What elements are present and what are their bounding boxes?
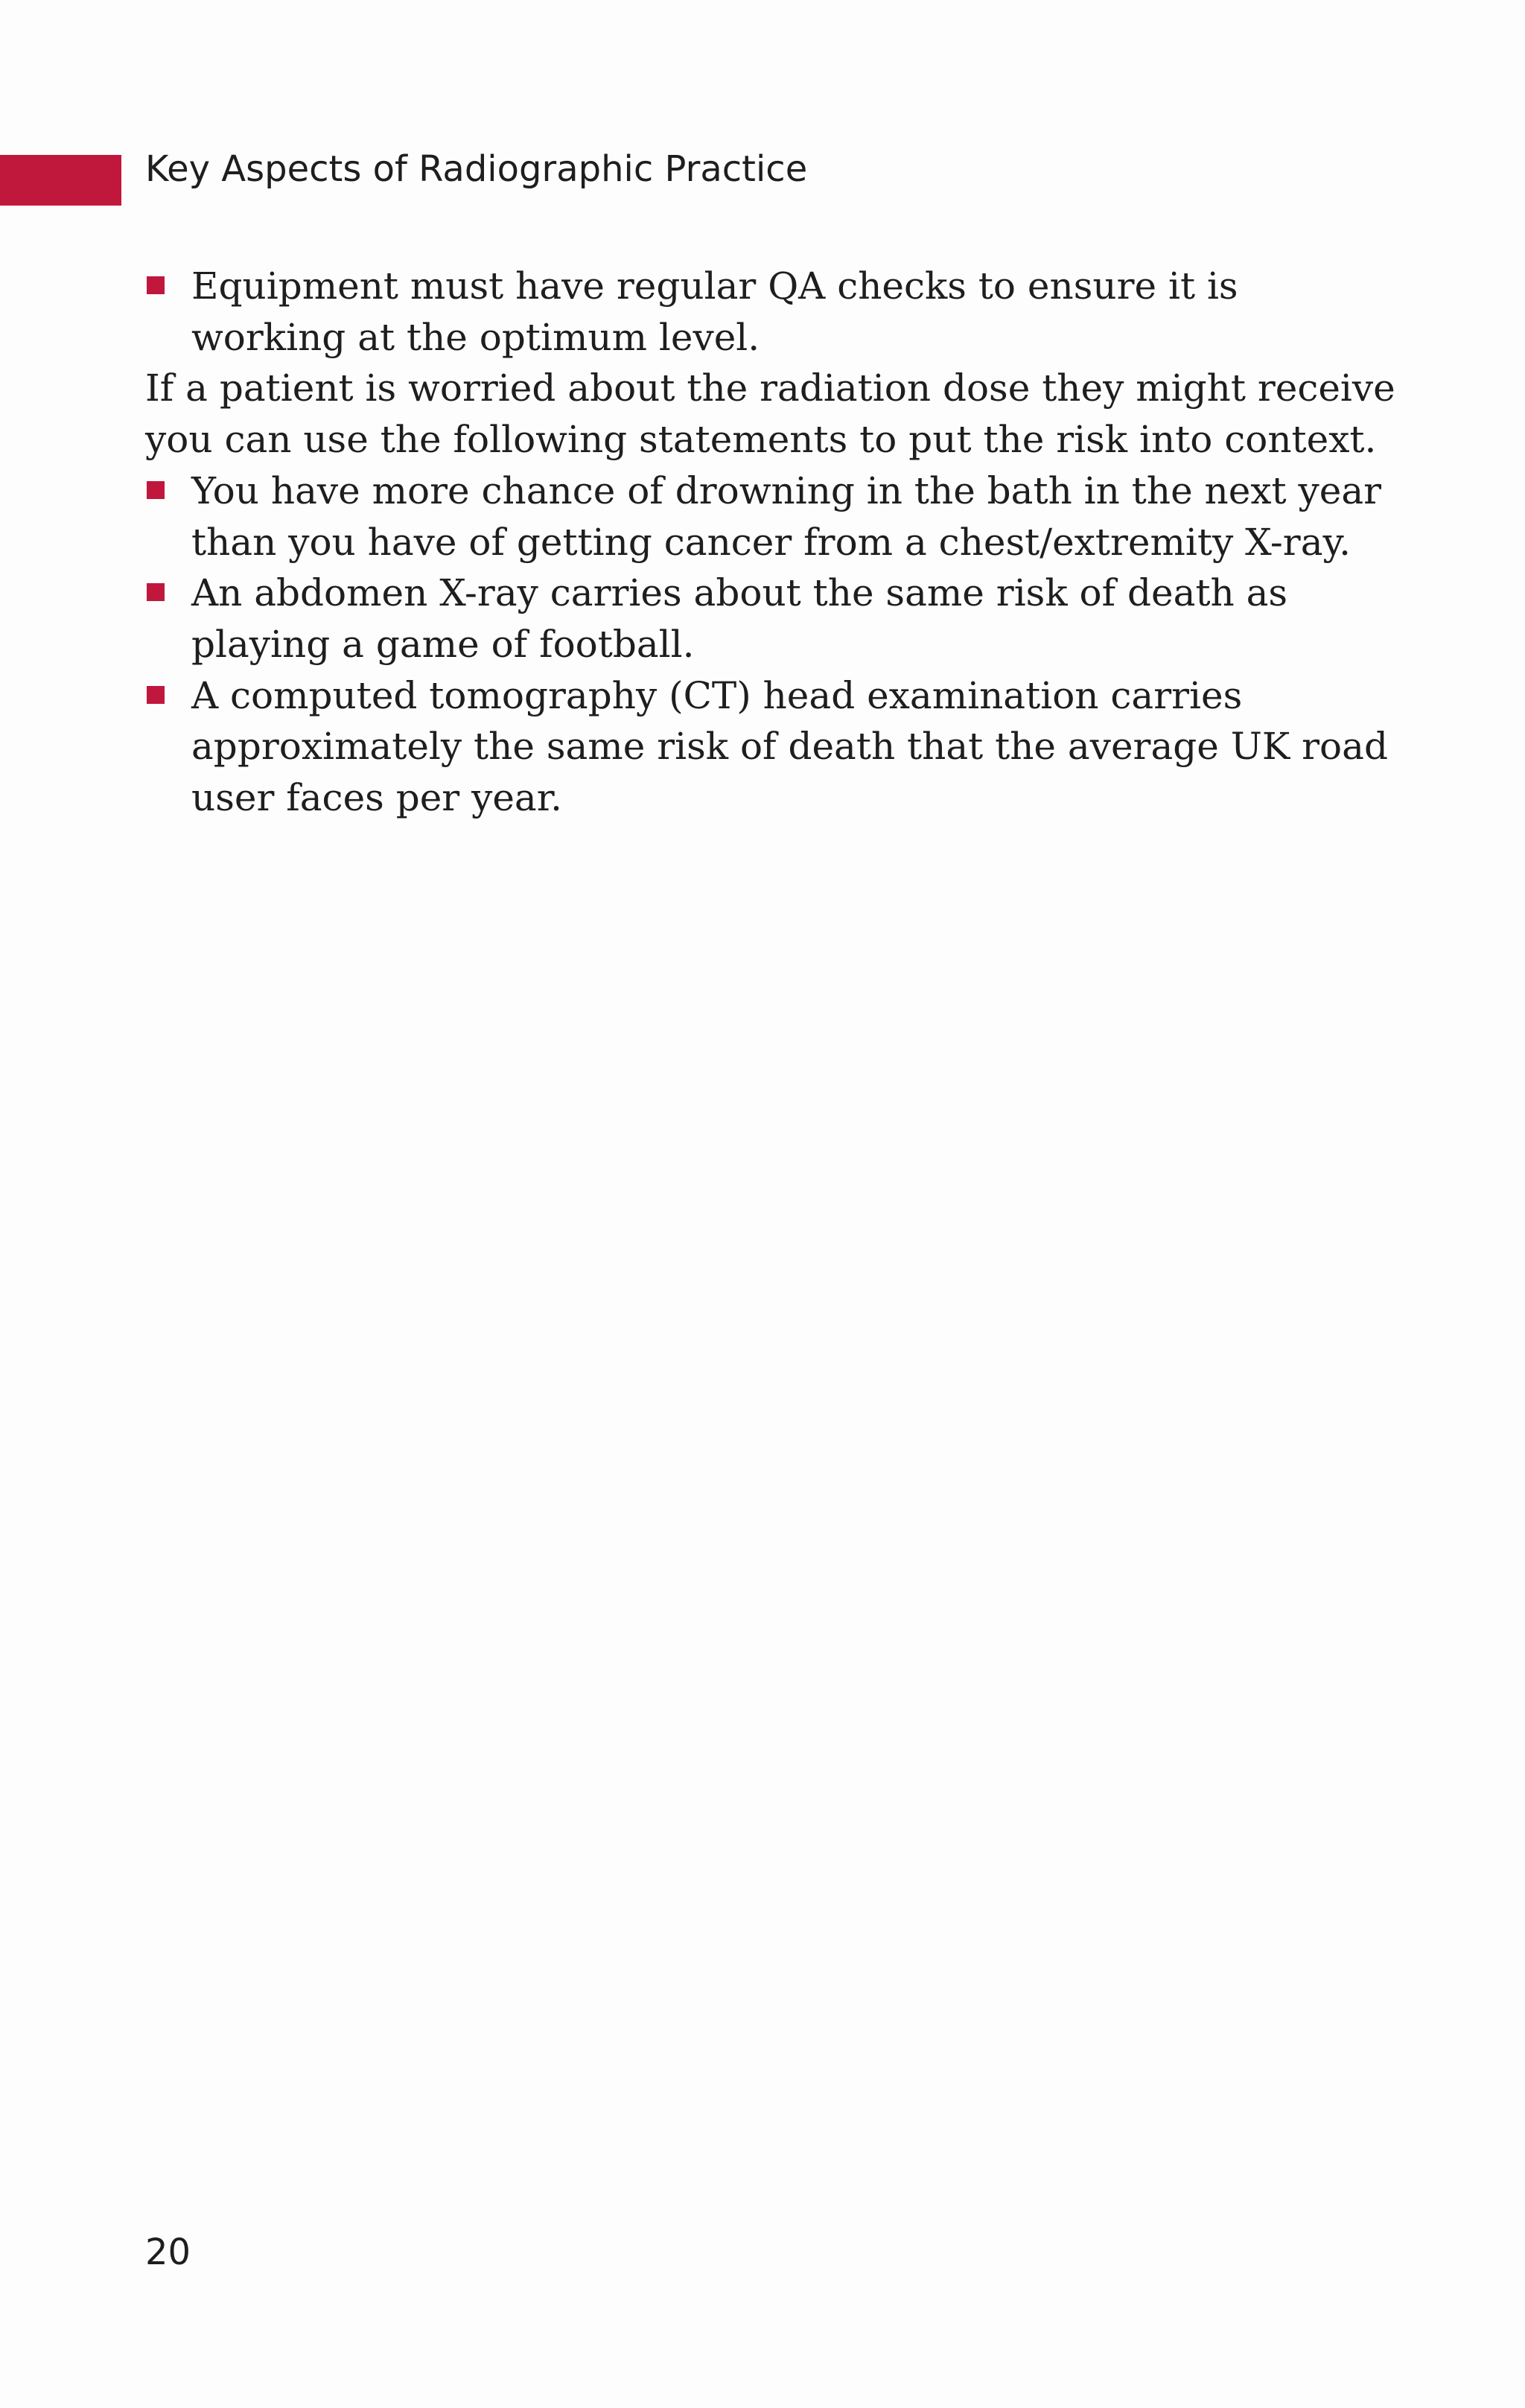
list-item bbox=[145, 568, 1404, 670]
page-body bbox=[145, 261, 1404, 824]
running-head: Key Aspects of Radiographic Practice bbox=[145, 148, 808, 190]
header-accent-bar bbox=[0, 155, 121, 206]
list-item-text: A computed tomography (CT) head examination carries approximately the same risk of death that the average UK road user faces per year. bbox=[191, 673, 1388, 820]
list-item bbox=[145, 466, 1404, 568]
square-bullet-icon bbox=[147, 583, 165, 601]
list-item-text: Equipment must have regular QA checks to ensure it is working at the optimum level. bbox=[191, 264, 1238, 359]
list-item bbox=[145, 261, 1404, 363]
body-paragraph: If a patient is worried about the radiation dose they might receive you can use the following statements to put the risk into context. bbox=[145, 366, 1395, 462]
page-number: 20 bbox=[145, 2231, 191, 2273]
list-item-text: An abdomen X-ray carries about the same risk of death as playing a game of football. bbox=[191, 571, 1288, 666]
list-item bbox=[145, 670, 1404, 824]
square-bullet-icon bbox=[147, 686, 165, 704]
square-bullet-icon bbox=[147, 276, 165, 294]
square-bullet-icon bbox=[147, 481, 165, 499]
list-item-text: You have more chance of drowning in the bath in the next year than you have of getting cancer from a chest/extremity X-ray. bbox=[191, 468, 1382, 564]
